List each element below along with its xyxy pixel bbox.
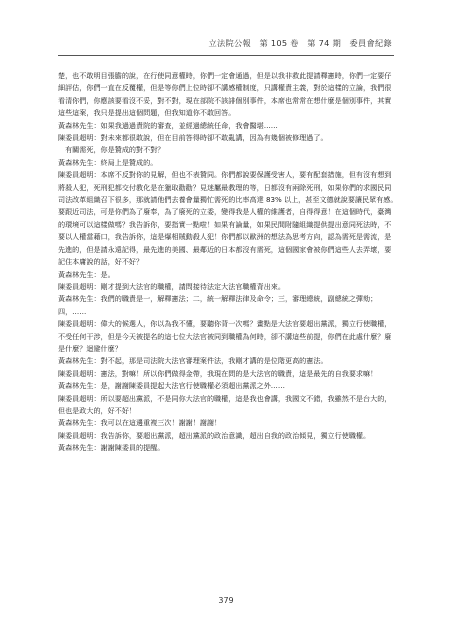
transcript-paragraph: 楚，也不敢明目張膽的說，在行使同意權時，你們一定會通過，但是以我非救此提請釋憲時，你們一定要仔細評估，你們一直在反覆權，但是等你們上位時卻不講感權制度，只講權責主義，對於這樣的立論，我們很看清你們，你應該要看沒不妥，對不對，現在部院不該誹個別事件，本席也常常在想什麼是個別事件，其實這些這案，我只是提出這個問題，但我知道你不敢回答。 [58,71,392,118]
transcript-paragraph: 黃森林先生：我們的職責是一，解釋憲法；二，統一解釋法律及命令；三，審理總統，副總統之彈劾；四，…… [58,294,378,316]
transcript-paragraph: 陳委員超明：我告訴你，要超出黨派，超出黨派的政治意識，超出自我的政治傾見，獨立行使職權。 [58,430,371,440]
transcript-paragraph: 陳委員超明：剛才提到大法官的職權，請問接待法定大法官職權背出來。 [58,281,285,291]
page-number: 379 [218,596,234,605]
transcript-paragraph: 陳委員超明：憲法，對嘛！所以你們做得金帶，我現在問的是大法官的職責，這是最先的自我要求嘛！ [58,368,378,378]
transcript-paragraph: 黃森林先生：終局上是贊成的。 [58,157,158,167]
transcript-paragraph: 黃森林先生：如果我過過責院的審查，並經過總統任命，我會醫堪…… [58,120,278,130]
transcript-paragraph: 陳委員超明：對未來都很敢說，但在目前答得時卻不敢亂講，因為有幾個被修理過了。 [58,133,328,143]
header-rule [58,55,394,56]
transcript-paragraph: 黃森林先生：是。 [58,269,115,279]
transcript-body [58,70,398,455]
running-header: 立法院公報 第 105 卷 第 74 期 委員會紀錄 [208,38,392,48]
transcript-paragraph: 有關需死，你是贊成的對不對？ [58,145,165,155]
transcript-paragraph: 黃森林先生：我可以在這邊重複三次！謝謝！謝謝！ [58,418,222,428]
transcript-paragraph: 陳委員超明：偉大的候選人，你以為我不懂，要聽你背一次嗎？畫點是大法官要超出黨派，獨立行使職權，不受任何干涉，但是今天被提名的這七位大法官被同到職權為何時，卻不講這些前提，你們在此處什麼？廢是什麼？迴避什麼？ [58,319,392,353]
transcript-paragraph: 陳委員超明：所以要超出黨派，不是同你大法官的職權，這是我也會講，我國文不錯，我雖然不是台大的，但也是政大的，好不好！ [58,393,392,415]
transcript-paragraph: 黃森林先生：謝謝陳委員的提醒。 [58,443,165,453]
transcript-paragraph: 陳委員超明：本席不反對你的見解，但也不表贊同。你們都說要保護受害人，要有配套措施，但有沒有想到將殺人犯，死刑犯都交付教化是在獵取勸勸？見迷屬最教理的等，日都沒有兩除死刑，如果你們的求國民同司法改革組織召下很多，那就請他們去養會量獨忙需死的比率高達 83% 以上，甚至文德就說要讓民眾有感。要跟近司法，可是你們為了廢奉，為了廢死的立委，變得我是人權的維護者，自得得意！在這個時代，臺灣的環境可以這樣做嗎？我告訴你，要指實一點啦！如果有論量，如果民間附隨組織提供提出意同死法時，不要以人權當藉口，我告訴你，這是爆相賊動殺人犯！你們都以歐洲的想法為思考方向，認為需死是需流，是先進的，但是請永遠記得，最先進的美國、最鄰近的日本都沒有需死，這個國家會被你們這些人去弄壞，要記住本庸說的話，好不好？ [58,170,398,267]
transcript-paragraph: 黃森林先生：是，謝謝陳委員提起大法官行使職權必須超出黨派之外…… [58,381,285,391]
transcript-paragraph: 黃森林先生：對不起，那是司法院大法官審理案件法，我剛才講的是位階更高的憲法。 [58,356,328,366]
